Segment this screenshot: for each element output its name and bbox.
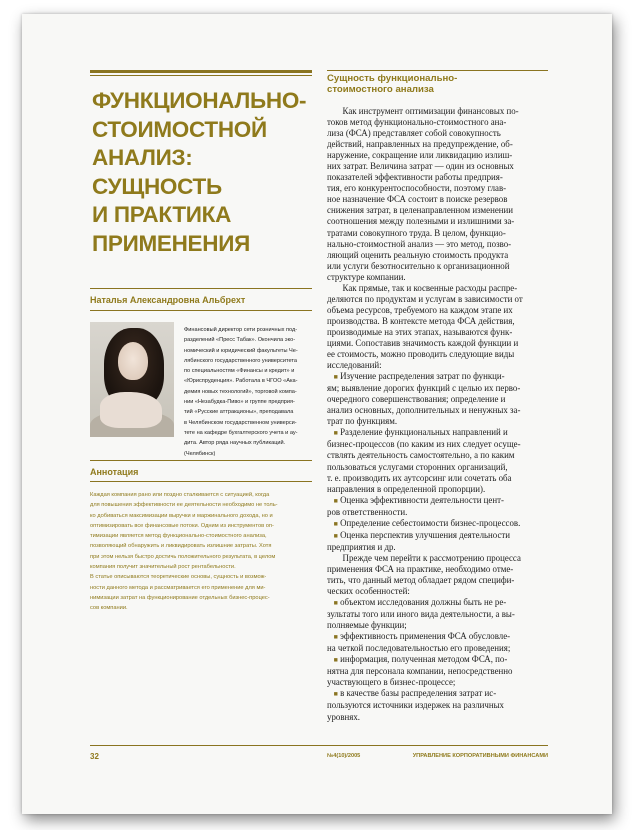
body-line-text: производимые на этих этапах, называются функ- — [327, 326, 513, 337]
body-line — [327, 688, 548, 700]
body-line-text: на четкой последовательностью его проведения; — [327, 643, 511, 654]
body-line — [327, 327, 548, 338]
title-top-rule-thin — [90, 75, 312, 76]
body-line — [327, 183, 548, 194]
body-line — [327, 349, 548, 360]
annotation-line: нимизации затрат на функционирование отдельных бизнес-процес- — [90, 594, 270, 601]
body-line-text: или услуги безотносительно к организационной — [327, 260, 510, 271]
body-line — [327, 586, 548, 597]
body-line — [327, 416, 548, 427]
body-line-text: применения ФСА на практике, необходимо отме- — [327, 563, 514, 574]
annotation-line: Каждая компания рано или поздно сталкивается с ситуацией, когда — [90, 492, 270, 498]
body-line-text: тить, что данный метод обладает рядом специфи- — [327, 574, 515, 585]
bio-line: в Челябинском государственном универси- — [184, 419, 297, 426]
annotation-line: ко добиваться максимизации выручки и маржинального дохода, но и — [90, 512, 273, 519]
body-line — [327, 484, 548, 495]
bio-line: (Челябинск) — [184, 450, 216, 457]
title-line: И ПРАКТИКА — [92, 202, 232, 227]
body-line-text: Как инструмент оптимизации финансовых по- — [327, 106, 519, 116]
body-line — [327, 597, 548, 609]
section-heading-line: стоимостного анализа — [327, 83, 434, 95]
body-line — [327, 250, 548, 261]
body-line-text: пользоваться услугами сторонних организаций, — [327, 461, 508, 472]
body-line-text: направления в определенной пропорции). — [327, 483, 486, 494]
body-line — [327, 530, 548, 542]
bullet-icon: ■ — [333, 599, 338, 608]
annotation-text — [90, 490, 312, 614]
bio-line: номический и юридический факультеты Че- — [184, 347, 298, 354]
article-title — [92, 87, 312, 258]
body-line-text: производства. В контексте метода ФСА действия, — [327, 315, 515, 326]
body-line — [327, 542, 548, 553]
annotation-line: при этом нельзя быстро достичь положительного результата, в целом — [90, 553, 276, 560]
bullet-icon: ■ — [333, 373, 338, 382]
body-line-text: участвующего в бизнес-процессе; — [327, 677, 456, 688]
body-line-text: Изучение распределения затрат по функци- — [337, 371, 505, 382]
author-rule — [90, 288, 312, 289]
body-line — [327, 654, 548, 666]
body-line — [327, 239, 548, 250]
body-line — [327, 316, 548, 327]
annotation-line: сов компании. — [90, 605, 128, 612]
body-line — [327, 216, 548, 227]
body-line-text: информация, полученная методом ФСА, по- — [337, 654, 508, 665]
body-line-text: исследований: — [327, 360, 382, 371]
body-line — [327, 360, 548, 371]
body-line — [327, 283, 548, 294]
page-number: 32 — [90, 752, 99, 761]
body-line-text: ров ответственности. — [327, 506, 408, 517]
body-line-text: пользуются источники издержек на различных — [327, 700, 504, 711]
body-line — [327, 666, 548, 677]
annotation-line: тимизации является метод функционально-стоимостного анализа, — [90, 533, 267, 540]
title-top-rule — [90, 70, 312, 73]
title-line: СУЩНОСТЬ — [92, 173, 222, 199]
body-line — [327, 631, 548, 643]
article-body — [327, 106, 548, 723]
annotation-line: В статье описываются теоретические основы, сущность и возмож- — [90, 574, 267, 581]
body-line — [327, 172, 548, 183]
bio-line: по специальностям «Финансы и кредит» и — [184, 368, 295, 375]
bio-line: лябинского государственного университета — [184, 357, 297, 364]
issue-number: №4(10)/2005 — [327, 753, 361, 759]
body-line-text: соотношения между полезными и излишними за- — [327, 216, 515, 227]
body-line — [327, 575, 548, 586]
author-photo — [90, 322, 174, 437]
body-line — [327, 272, 548, 283]
bullet-icon: ■ — [333, 531, 338, 540]
body-line-text: ческих особенностей: — [327, 586, 410, 597]
annotation-line: оптимизировать все финансовые потоки. Одним из инструментов оп- — [90, 522, 274, 529]
body-line-text: токов метод функционально-стоимостного ана- — [327, 117, 507, 128]
bio-line: разделений «Пресс Табак». Окончила эко- — [184, 337, 296, 344]
body-line-text: структуре компании. — [327, 271, 406, 282]
title-line: ФУНКЦИОНАЛЬНО- — [92, 88, 307, 113]
body-line — [327, 139, 548, 150]
section-heading-line: Сущность функционально- — [327, 73, 458, 84]
bio-line: дита. Автор ряда научных публикаций. — [184, 440, 286, 447]
body-line — [327, 553, 548, 564]
body-line-text: Разделение функциональных направлений и — [337, 427, 508, 438]
annotation-top-rule — [90, 460, 312, 461]
body-line — [327, 383, 548, 394]
annotation-line: компания получит значительный рост рентабельности. — [90, 564, 236, 571]
body-line — [327, 305, 548, 316]
body-line-text: нятна для персонала компании, непосредственно — [327, 666, 513, 677]
body-line-text: них затрат. Величина затрат — один из основных — [327, 161, 514, 172]
bio-line: демия новых технологий», торговой компа- — [184, 388, 297, 395]
body-line — [327, 700, 548, 711]
footer-rule — [90, 745, 548, 746]
body-line-text: зультаты того или иного вида деятельности, а вы- — [327, 609, 515, 620]
body-line-text: очередного совершенствования; определение и — [327, 394, 506, 405]
body-line-text: полняемые функции; — [327, 620, 407, 631]
body-line-text: эффективность применения ФСА обусловле- — [337, 631, 511, 642]
body-line — [327, 473, 548, 484]
bio-line: тий «Русские аттракционы», преподавала — [184, 409, 294, 416]
body-line-text: объектом исследования должны быть не ре- — [337, 597, 507, 608]
body-line — [327, 106, 548, 117]
bio-line: нии «Незабудка-Пиво» и группе предприя- — [184, 399, 295, 406]
bullet-icon: ■ — [333, 496, 338, 505]
body-line-text: ляющий оценить реальную стоимость продукта — [327, 249, 509, 260]
bullet-icon: ■ — [333, 656, 338, 665]
body-line — [327, 228, 548, 239]
body-line — [327, 439, 548, 450]
author-name: Наталья Александровна Альбрехт — [90, 295, 246, 305]
section-top-rule — [327, 70, 548, 71]
bullet-icon: ■ — [333, 429, 338, 438]
body-line-text: циями. Сопоставив значимость каждой функции и — [327, 337, 519, 348]
body-line-text: анализ основных, дополнительных и ненужных за- — [327, 405, 521, 416]
body-line — [327, 677, 548, 688]
body-line-text: уровнях. — [327, 711, 360, 722]
body-line-text: трат по функциям. — [327, 416, 398, 427]
body-line — [327, 518, 548, 530]
body-line-text: показателей эффективности работы предприя- — [327, 172, 503, 183]
body-line-text: тия, его конкурентоспособности, поэтому глав- — [327, 183, 507, 194]
body-line — [327, 261, 548, 272]
body-line — [327, 643, 548, 654]
author-bio — [184, 325, 312, 459]
body-line — [327, 427, 548, 439]
bio-line: «Юриспруденция». Работала в ЧГОО «Ака- — [184, 378, 298, 385]
annotation-head-rule — [90, 481, 312, 482]
body-line-text: наружение, сокращение или ликвидацию излиш- — [327, 150, 513, 161]
body-line-text: действий, направленных на предупреждение, об- — [327, 139, 513, 150]
bullet-icon: ■ — [333, 690, 338, 699]
body-line-text: ствлять деятельность самостоятельно, а по каким — [327, 450, 515, 461]
body-line — [327, 450, 548, 461]
body-line-text: бизнес-процессов (по каким из них следует осуще- — [327, 439, 521, 450]
body-line-text: объема ресурсов, требуемого на каждом этапе их — [327, 304, 513, 315]
body-line-text: тратами совокупного труда. В целом, функцио- — [327, 227, 506, 238]
body-line — [327, 462, 548, 473]
body-line-text: ям; выявление дорогих функций с целью их перво- — [327, 383, 521, 394]
title-line: СТОИМОСТНОЙ — [92, 116, 267, 142]
body-line — [327, 495, 548, 507]
title-line: ПРИМЕНЕНИЯ — [92, 230, 250, 256]
body-line — [327, 405, 548, 416]
body-line — [327, 294, 548, 305]
annotation-line: ности данного метода и рассматривается его применение для ми- — [90, 584, 266, 591]
body-line-text: деляются по продуктам и услугам в зависимости от — [327, 293, 523, 304]
body-line-text: Определение себестоимости бизнес-процессов. — [337, 517, 521, 528]
annotation-line: позволяющий обнаружить и ликвидировать излишние затраты. Хотя — [90, 543, 272, 550]
body-line-text: предприятия и др. — [327, 541, 396, 552]
body-line-text: Как прямые, так и косвенные расходы распре- — [327, 282, 518, 293]
body-line — [327, 564, 548, 575]
body-line-text: лиза (ФСА) представляет собой совокупность — [327, 128, 501, 139]
body-line-text: нально-стоимостной анализ — это метод, позво- — [327, 238, 512, 249]
bullet-icon: ■ — [333, 519, 338, 528]
body-line — [327, 620, 548, 631]
body-line — [327, 609, 548, 620]
section-heading — [327, 74, 547, 95]
body-line-text: т. е. производить их аутсорсинг или сочетать оба — [327, 472, 512, 483]
title-line: АНАЛИЗ: — [92, 145, 193, 170]
body-line — [327, 507, 548, 518]
body-line — [327, 712, 548, 723]
body-line-text: в качестве базы распределения затрат ис- — [337, 688, 497, 699]
bio-line: Финансовый директор сети розничных под- — [184, 327, 298, 333]
body-line — [327, 128, 548, 139]
annotation-line: для повышения эффективности ее деятельности необходимо не толь- — [90, 502, 278, 509]
body-line — [327, 371, 548, 383]
journal-name: УПРАВЛЕНИЕ КОРПОРАТИВНЫМИ ФИНАНСАМИ — [412, 753, 548, 759]
body-line — [327, 150, 548, 161]
bio-line: тете на кафедре бухгалтерского учета и ау- — [184, 429, 298, 436]
body-line — [327, 394, 548, 405]
annotation-heading: Аннотация — [90, 467, 139, 477]
body-line — [327, 117, 548, 128]
body-line-text: Оценка эффективности деятельности цент- — [337, 494, 504, 505]
body-line-text: снижения затрат, в целенаправленном изменении — [327, 205, 514, 216]
body-line-text: Оценка перспектив улучшения деятельности — [337, 529, 511, 540]
author-underline-rule — [90, 310, 312, 311]
body-line — [327, 338, 548, 349]
body-line — [327, 161, 548, 172]
body-line-text: Прежде чем перейти к рассмотрению процесса — [327, 552, 521, 563]
body-line-text: ее стоимость, можно проводить следующие виды — [327, 349, 515, 360]
bullet-icon: ■ — [333, 633, 338, 642]
body-line — [327, 205, 548, 216]
body-line-text: ное назначение ФСА состоит в поиске резервов — [327, 194, 508, 205]
body-line — [327, 194, 548, 205]
